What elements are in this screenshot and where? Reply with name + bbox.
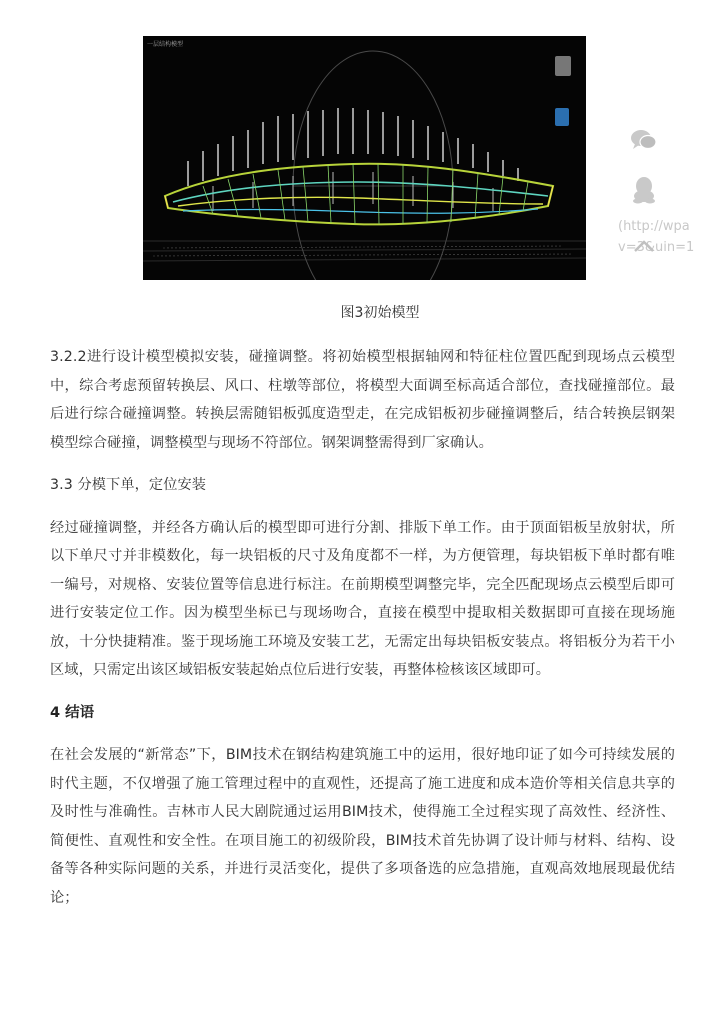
figure-initial-model [143,36,586,280]
qq-icon[interactable] [632,176,656,204]
paragraph-3-3: 经过碰撞调整，并经各方确认后的模型即可进行分割、排版下单工作。由于顶面铝板呈放射状，所以下单尺寸并非模数化，每一块铝板的尺寸及角度都不一样，为方便管理，每块铝板下单时都有唯一编号，对规格、安装位置等信息进行标注。在前期模型调整完毕，完全匹配现场点云模型后即可进行安装定位工作。因为模型坐标已与现场吻合，直接在模型中提取相关数据即可直接在现场施放，十分快捷精准。鉴于现场施工环境及安装工艺，无需定出每块铝板安装点。将铝板分为若干小区域，只需定出该区域铝板安装起始点位后进行安装，再整体检核该区域即可。 [50,519,675,678]
paragraph-3-2-2: 3.2.2进行设计模型模拟安装，碰撞调整。将初始模型根据轴网和特征柱位置匹配到现场点云模型中，综合考虑预留转换层、风口、柱墩等部位，将模型大面调至标高适合部位，查找碰撞部位。最后进行综合碰撞调整。转换层需随铝板弧度造型走，在完成铝板初步碰撞调整后，结合转换层钢架模型综合碰撞，调整模型与现场不符部位。钢架调整需得到厂家确认。 [50,349,675,451]
back-to-top-icon[interactable] [632,238,656,254]
model-render [143,36,586,280]
heading-4-conclusion: 4 结语 [50,704,95,721]
share-sidebar [610,120,720,270]
share-url-text[interactable]: (http://wpa v=3&uin=1 [618,219,695,255]
article-body [50,343,675,926]
figure-corner-label: 一层结构模型 [147,41,184,48]
heading-3-3: 3.3 分模下单，定位安装 [50,477,207,493]
figure-caption: 图3初始模型 [340,305,420,321]
paragraph-4: 在社会发展的“新常态”下，BIM技术在钢结构建筑施工中的运用，很好地印证了如今可持续发展的时代主题，不仅增强了施工管理过程中的直观性，还提高了施工进度和成本造价等相关信息共享的及时性与准确性。吉林市人民大剧院通过运用BIM技术，使得施工全过程实现了高效性、经济性、简便性、直观性和安全性。在项目施工的初级阶段，BIM技术首先协调了设计师与材料、结构、设备等各种实际问题的关系，并进行灵活变化，提供了多项备选的应急措施，直观高效地展现最优结论； [50,747,675,906]
wechat-icon[interactable] [630,128,658,152]
